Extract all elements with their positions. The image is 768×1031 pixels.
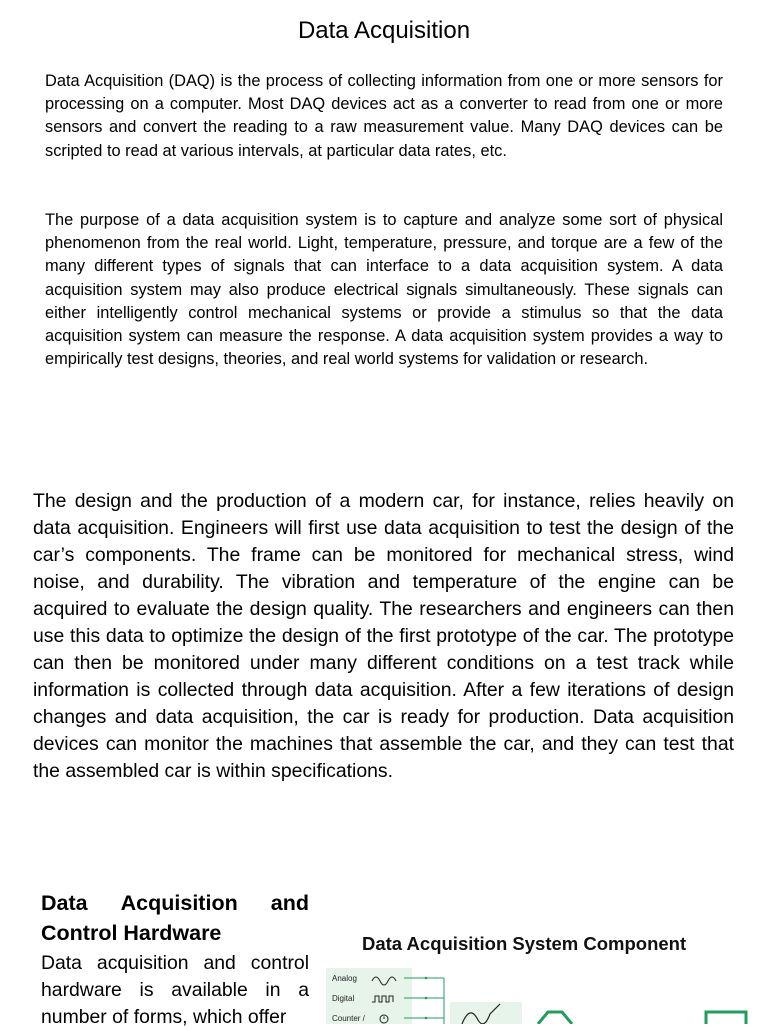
signal-label-analog: Analog — [332, 974, 357, 983]
intro-paragraph: Data Acquisition (DAQ) is the process of collecting information from one or more sensors for processing on a computer. Most DAQ devices act as a converter to read from one or more sensors and convert the reading to a raw measurement value. Many DAQ devices can be scripted to read at various intervals, at particular data rates, etc. — [45, 72, 723, 160]
page-title: Data Acquisition — [297, 17, 471, 44]
purpose-paragraph: The purpose of a data acquisition system is to capture and analyze some sort of physical phenomenon from the real world. Light, temperature, pressure, and torque are a few of the many different types of signals that can interface to a data acquisition system. A data acquisition system may also produce electrical signals simultaneously. These signals can either intelligently control mechanical systems or provide a stimulus so that the data acquisition system can measure the response. A data acquisition system provides a way to empirically test designs, theories, and real world systems for validation or research. — [45, 211, 723, 369]
signal-label-digital: Digital — [332, 994, 355, 1003]
signal-conditioning-panel — [450, 1002, 522, 1024]
heading-word: Acquisition — [120, 891, 238, 915]
figure-title: Data Acquisition System Component — [362, 933, 687, 954]
heading-line-2: Control Hardware — [41, 921, 222, 945]
hardware-section-heading — [41, 888, 309, 948]
heading-word: Data — [41, 891, 88, 915]
car-example-paragraph: The design and the production of a modern car, for instance, relies heavily on data acquisition. Engineers will first use data acquisition to test the design of the car’s components. The frame can be monitored for mechanical stress, wind noise, and durability. The vibration and temperature of the engine can be acquired to evaluate the design quality. The researchers and engineers can then use this data to optimize the design of the first prototype of the car. The prototype can then be monitored under many different conditions on a test track while information is collected through data acquisition. After a few iterations of design changes and data acquisition, the car is ready for production. Data acquisition devices can monitor the machines that assemble the car, and they can test that the assembled car is within specifications. — [33, 490, 734, 782]
signal-label-counter: Counter / — [332, 1014, 365, 1023]
computer-icon — [706, 1012, 746, 1024]
daq-system-diagram — [326, 962, 756, 1024]
heading-word: and — [270, 891, 309, 915]
adc-icon — [538, 1012, 572, 1024]
hardware-section-text: Data acquisition and control hardware is available in a number of forms, which offer — [41, 952, 309, 1028]
